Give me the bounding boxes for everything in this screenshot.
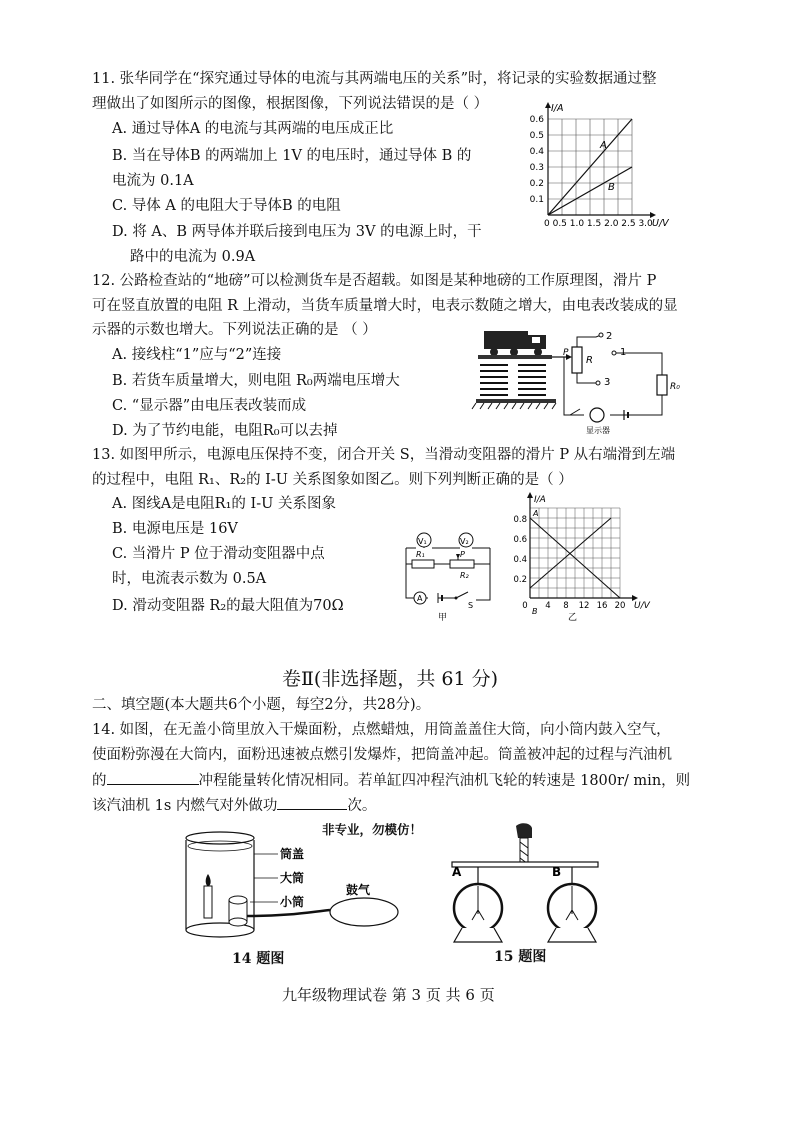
q13-option-b: B. 电源电压是 16V: [112, 521, 238, 537]
figure-13-v2: V₂: [460, 537, 469, 546]
figure-13-ylabel: I/A: [534, 495, 546, 505]
figure-11-iu-graph: [520, 102, 680, 232]
figure-13-label-a: A: [533, 509, 539, 518]
display-meter-icon: [590, 408, 604, 422]
figure-12-label-p: P: [563, 348, 569, 358]
hand-icon: [516, 823, 532, 864]
q14-line2: 使面粉弥漫在大筒内，面粉迅速被点燃引发爆炸，把筒盖冲起。筒盖被冲起的过程与汽油机: [92, 747, 672, 763]
q11-option-d-cont: 路中的电流为 0.9A: [130, 249, 256, 265]
answer-blank-1[interactable]: [107, 770, 199, 785]
truck-icon: [484, 331, 546, 356]
q12-option-b: B. 若货车质量增大，则电阻 R₀两端电压增大: [112, 373, 400, 389]
figure-11-ytick: 0.5: [529, 131, 544, 141]
platform: [478, 355, 552, 359]
q12-stem-line2: 可在竖直放置的电阻 R 上滑动，当货车质量增大时，电表示数随之增大，由电表改装成的显: [92, 298, 678, 314]
figure-13-p: P: [460, 550, 465, 559]
q12-option-c: C. “显示器”由电压表改装而成: [112, 398, 307, 414]
small-cylinder-icon: [229, 918, 247, 926]
figure-13-r1: R₁: [416, 550, 425, 559]
figure-15-caption: 15 题图: [494, 949, 547, 965]
figure-13-xtick: 20: [614, 601, 626, 611]
q12-option-a: A. 接线柱“1”应与“2”连接: [112, 347, 282, 363]
label-a: A: [452, 865, 462, 879]
figure-13-xtick: 4: [545, 601, 551, 611]
q11-option-b-cont: 电流为 0.1A: [112, 173, 194, 189]
q11-option-a: A. 通过导体A 的电流与其两端的电压成正比: [112, 121, 394, 137]
resistor-r0: [657, 375, 667, 395]
terminal-3: 3: [604, 377, 611, 388]
figure-11-xlabel: U/V: [652, 218, 669, 229]
q13-option-c-cont: 时，电流表示数为 0.5A: [112, 571, 267, 587]
figure-14-dust-explosion: [180, 830, 420, 950]
figure-13-ytick: 0.6: [513, 535, 527, 545]
candle-icon: [204, 886, 212, 918]
figure-12-weighbridge-circuit: [474, 325, 680, 435]
figure-13-ytick: 0.2: [513, 575, 527, 585]
figure-13-caption-yi: 乙: [568, 613, 578, 623]
figure-13-iu-graph-yi: [508, 494, 658, 624]
q13-option-a: A. 图线A是电阻R₁的 I-U 关系图象: [112, 496, 336, 512]
bellows-bulb-icon: [330, 898, 398, 926]
answer-blank-2[interactable]: [277, 795, 347, 810]
spring-icon: [480, 365, 546, 395]
resistor-r1: [412, 560, 434, 568]
q11-option-b: B. 当在导体B 的两端加上 1V 的电压时，通过导体 B 的: [112, 148, 472, 164]
figure-11-ytick: 0.3: [529, 163, 544, 173]
figure-13-xtick: 12: [578, 601, 590, 611]
q12-option-d: D. 为了节约电能，电阻R₀可以去掉: [112, 423, 338, 439]
q13-option-c: C. 当滑片 P 位于滑动变阻器中点: [112, 546, 325, 562]
terminal-2: 2: [606, 331, 613, 342]
label-small-cylinder: 小筒: [280, 895, 305, 909]
figure-11-ytick: 0.6: [529, 115, 544, 125]
figure-11-ytick: 0.1: [529, 195, 544, 205]
figure-13-caption-jia: 甲: [438, 613, 448, 623]
figure-15-warning: 非专业，勿模仿！: [322, 822, 423, 837]
figure-11-ytick: 0.4: [529, 147, 544, 157]
figure-11-label-a: A: [600, 140, 607, 151]
figure-11-xticks: 0 0.5 1.0 1.5 2.0 2.5 3.0: [544, 219, 653, 229]
q14-line3: 的 冲程能量转化情况相同。若单缸四冲程汽油机飞轮的转速是 1800r/ min，则: [92, 770, 690, 791]
figure-13-xtick: 16: [596, 601, 608, 611]
q13-stem-line2: 的过程中，电阻 R₁、R₂的 I-U 关系图象如图乙。则下列判断正确的是（ ）: [92, 472, 573, 488]
terminal-1: 1: [620, 347, 627, 358]
figure-12-display-label: 显示器: [586, 426, 610, 435]
q14-line4: 该汽油机 1s 内燃气对外做功 次。: [92, 795, 376, 816]
q13-stem-line1: 13. 如图甲所示，电源电压保持不变，闭合开关 S，当滑动变阻器的滑片 P 从右端滑到左端: [92, 447, 676, 463]
q13-option-d: D. 滑动变阻器 R₂的最大阻值为70Ω: [112, 598, 344, 614]
q11-option-d: D. 将 A、B 两导体并联后接到电压为 3V 的电源上时，干: [112, 224, 482, 240]
figure-13-ammeter-label: A: [417, 594, 423, 603]
figure-13-ytick: 0.8: [513, 515, 527, 525]
q11-stem-line1: 11. 张华同学在“探究通过导体的电流与其两端电压的关系”时，将记录的实验数据通过整: [92, 71, 657, 87]
section-heading: 二、填空题(本大题共6个小题，每空2分，共28分)。: [92, 697, 431, 713]
q11-option-c: C. 导体 A 的电阻大于导体B 的电阻: [112, 198, 341, 214]
figure-11-ytick: 0.2: [529, 179, 544, 189]
figure-12-label-r: R: [586, 355, 593, 366]
figure-13-xlabel: U/V: [634, 601, 650, 611]
q11-stem-line2: 理做出了如图所示的图像，根据图像，下列说法错误的是（ ）: [92, 96, 489, 112]
figure-11-ylabel: I/A: [551, 103, 564, 114]
figure-14-caption: 14 题图: [232, 951, 285, 967]
figure-13-label-b: B: [532, 607, 538, 616]
figure-15-apparatus: [444, 824, 624, 944]
label-big-cylinder: 大筒: [280, 871, 305, 885]
q12-stem-line3: 示器的示数也增大。下列说法正确的是 （ ）: [92, 322, 377, 338]
figure-11-label-b: B: [608, 182, 615, 193]
lid-icon: [186, 832, 254, 844]
figure-13-switch-label: S: [468, 601, 474, 610]
label-b: B: [552, 865, 562, 879]
q12-stem-line1: 12. 公路检查站的“地磅”可以检测货车是否超载。如图是某种地磅的工作原理图，滑片 P: [92, 273, 657, 289]
rheostat-r2: [450, 560, 474, 568]
figure-13-ytick: 0.4: [513, 555, 527, 565]
figure-12-label-r0: R₀: [670, 382, 680, 392]
page-footer: 九年级物理试卷 第 3 页 共 6 页: [282, 986, 495, 1004]
figure-13-circuit-jia: [398, 528, 498, 624]
horizontal-rod: [452, 862, 598, 867]
label-blow: 鼓气: [346, 883, 371, 897]
figure-13-xtick: 8: [563, 601, 569, 611]
label-lid: 筒盖: [280, 847, 305, 861]
figure-13-v1: V₁: [418, 537, 427, 546]
figure-13-xtick: 0: [522, 601, 528, 611]
q14-line1: 14. 如图，在无盖小筒里放入干燥面粉，点燃蜡烛，用筒盖盖住大筒，向小筒内鼓入空气，: [92, 722, 671, 738]
figure-13-r2: R₂: [460, 571, 469, 580]
part-2-title: 卷Ⅱ(非选择题，共 61 分): [282, 668, 498, 690]
